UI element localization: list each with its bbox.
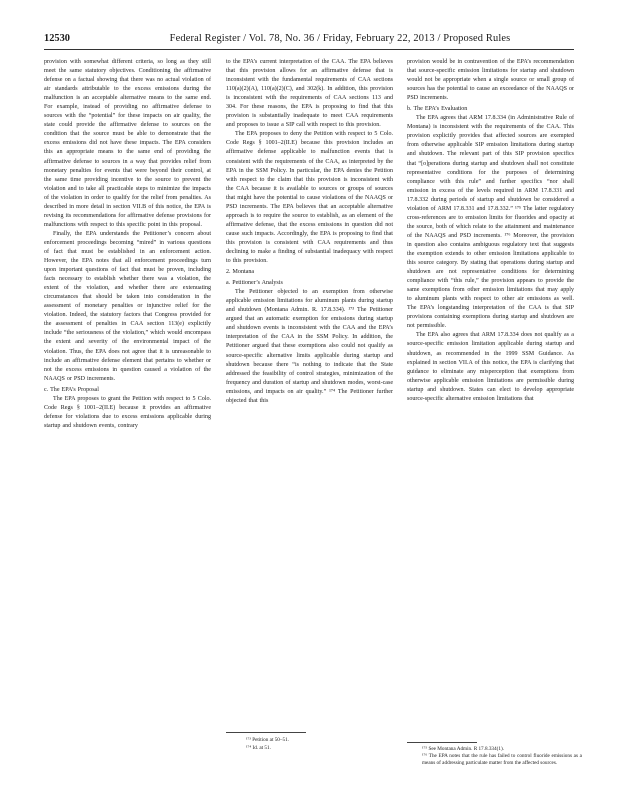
footnote-175: ¹⁷⁵ See Montana Admin. R 17.8.334(1). <box>422 746 504 752</box>
footnotes-175-176 <box>422 746 582 767</box>
paragraph: The EPA also agrees that ARM 17.8.334 does not qualify as a source-specific emission limitation applicable during startup and shutdown, as recommended in the 1999 SSM Guidance. As explained in section VII.A of this notice, the EPA is clarifying that guidance to eliminate any misperception that exemptions from otherwise applicable emission limitations are permissible during startup and shutdown. States can elect to develop appropriate source-specific alternative emission limitations that <box>407 332 574 402</box>
footnote-173: ¹⁷³ Petition at 50–51. <box>246 737 289 743</box>
running-head: Federal Register / Vol. 78, No. 36 / Friday, February 22, 2013 / Proposed Rules <box>169 33 511 44</box>
footnote-rule <box>407 742 477 743</box>
paragraph: to the EPA’s current interpretation of the CAA. The EPA believes that this provision allows for an affirmative defense that is inconsistent with the fundamental requirements of CAA sections 110(a)(2)(A), 110(a)(2)(C), and 302(k). In addition, this provision is inconsistent with the requirements of CAA sections 113 and 304. For these reasons, the EPA is proposing to find that this provision is substantially inadequate to meet CAA requirements and proposes to issue a SIP call with respect to this provision. <box>226 59 393 129</box>
paragraph: The EPA proposes to deny the Petition with respect to 5 Colo. Code Regs § 1001–2(II.E) because this provision includes an affirmative defense applicable to malfunction events that is consistent with the requirements of the CAA, as interpreted by the EPA in the SSM Policy. In particular, the EPA denies the Petition with respect to the claim that this provision is inconsistent with the CAA because it is available to sources or groups of sources that might have the potential to cause violations of the NAAQS or PSD increments. The EPA believes that an acceptable alternative approach is to require the source to establish, as an element of the affirmative defense, that the excess emissions in question did not cause such impacts. Accordingly, the EPA is proposing to find that this provision is consistent with CAA requirements and thus declining to make a finding of substantial inadequacy with respect to this provision. <box>226 131 393 265</box>
paragraph: provision with somewhat different criteria, so long as they still meet the same statutory objectives. Conditioning the affirmative defense on a factual showing that there was no actual violation of air standards attributable to the excess emissions during the malfunction is an acceptable alternative means to the same end. For example, instead of providing no affirmative defense to sources with the “potential” for these impacts on air quality, the state could provide the affirmative defense to sources on the condition that the source must be able to demonstrate that the excess emissions did not have these impacts. The EPA considers this an appropriate means to the same end of providing the affirmative defense to sources in a way that provides relief from monetary penalties for events that were beyond their control, at the same time providing incentive to the source to prevent the violation and to take all practicable steps to minimize the impacts of the violation in order to qualify for the relief from penalties. As described in more detail in section VII.B of this notice, the EPA is revising its recommendations for affirmative defense provisions for malfunctions with respect to this specific point in this proposal. <box>44 59 211 228</box>
subsection-heading: b. The EPA’s Evaluation <box>407 106 468 113</box>
section-heading: 2. Montana <box>226 269 255 276</box>
column-2 <box>226 58 393 406</box>
paragraph: The EPA proposes to grant the Petition with respect to 5 Colo. Code Regs § 1001–2(II.E) because it provides an affirmative defense for violations due to excess emissions applicable during startup and shutdown events, contrary <box>44 395 211 429</box>
paragraph: Finally, the EPA understands the Petitioner’s concern about enforcement proceedings becoming “mired” in various questions of fact that must be established in an enforcement action. However, the EPA notes that all enforcement proceedings turn upon important questions of fact that must be proven, including facts necessary to establish whether there was a violation, the extent of the violation, and whether there are extenuating circumstances that should be taken into consideration in the assessment of monetary penalties or injunctive relief for the violation. Indeed, the statutory factors that Congress provided for the assessment of penalties in CAA section 113(e) explicitly include “the seriousness of the violation,” which would encompass the extent and severity of the environmental impact of the violation. Thus, the EPA does not agree that it is unreasonable to include an affirmative defense element that pertains to whether or not the excess emissions in question caused a violation of the NAAQS or PSD increments. <box>44 230 211 382</box>
column-1 <box>44 58 211 431</box>
footnote-rule <box>226 732 306 733</box>
paragraph: The EPA agrees that ARM 17.8.334 (in Administrative Rule of Montana) is inconsistent with the requirements of the CAA. This provision explicitly provides that affected sources are exempted from otherwise applicable SIP emission limitations during startup and shutdown. The relevant part of this SIP provision specifics that “[o]perations during startup and shutdown shall not constitute representative conditions for the purposes of determining compliance with this rule” and further specifics “nor shall emission in excess of the levels required in ARM 17.8.331 and 17.8.332 during periods of startup and shutdown be considered a violation of ARM 17.8.331 and 17.8.332.” ¹⁷⁵ The latter regulatory cross-references are to emission limits for fluorides and opacity at the source, both of which relate to the attainment and maintenance of the NAAQS and PSD increments. ¹⁷⁶ Moreover, the provision in question also contains ambiguous regulatory text that suggests the exemption extends to other emission limitations applicable to this source category. By stating that operations during startup and shutdown are not representative conditions for determining compliance with “this rule,” the provision appears to provide the same exemptions from other emission limitations that may apply to aluminum plants with respect to other air emissions as well. The EPA’s longstanding interpretation of the CAA is that SIP provisions containing exemptions during startup and shutdown are not permissible. <box>407 115 574 330</box>
subsection-heading: a. Petitioner’s Analysis <box>226 280 283 287</box>
paragraph: provision would be in contravention of the EPA’s recommendation that source-specific emission limitations for startup and shutdown would not be appropriate when a single source or small group of sources has the potential to cause an exceedance of the NAAQS or PSD increments. <box>407 59 574 102</box>
header-rule <box>44 49 574 50</box>
paragraph: The Petitioner objected to an exemption from otherwise applicable emission limitations for aluminum plants during startup and shutdown (Montana Admin. R. 17.8.334). ¹⁷³ The Petitioner argued that an automatic exemption for emissions during startup and shutdown events is inconsistent with the CAA and the EPA’s interpretation of the CAA in the SSM Policy. In addition, the Petitioner argued that these exemptions also could not qualify as source-specific alternative limits applicable during startup and shutdown because there “is nothing to indicate that the State addressed the feasibility of control strategies, minimization of the frequency and duration of startup and shutdown modes, worst-case emissions, and impacts on air quality.” ¹⁷⁴ The Petitioner further objected that this <box>226 289 393 404</box>
column-3 <box>407 58 574 404</box>
section-heading: c. The EPA’s Proposal <box>44 386 99 393</box>
page-header <box>44 33 574 47</box>
page-number: 12530 <box>44 33 70 44</box>
footnote-174: ¹⁷⁴ Id. at 51. <box>246 745 271 751</box>
footnote-176: ¹⁷⁶ The EPA notes that the rule has failed to control fluoride emissions as a means of addressing particulate matter from the affected sources. <box>422 753 582 766</box>
